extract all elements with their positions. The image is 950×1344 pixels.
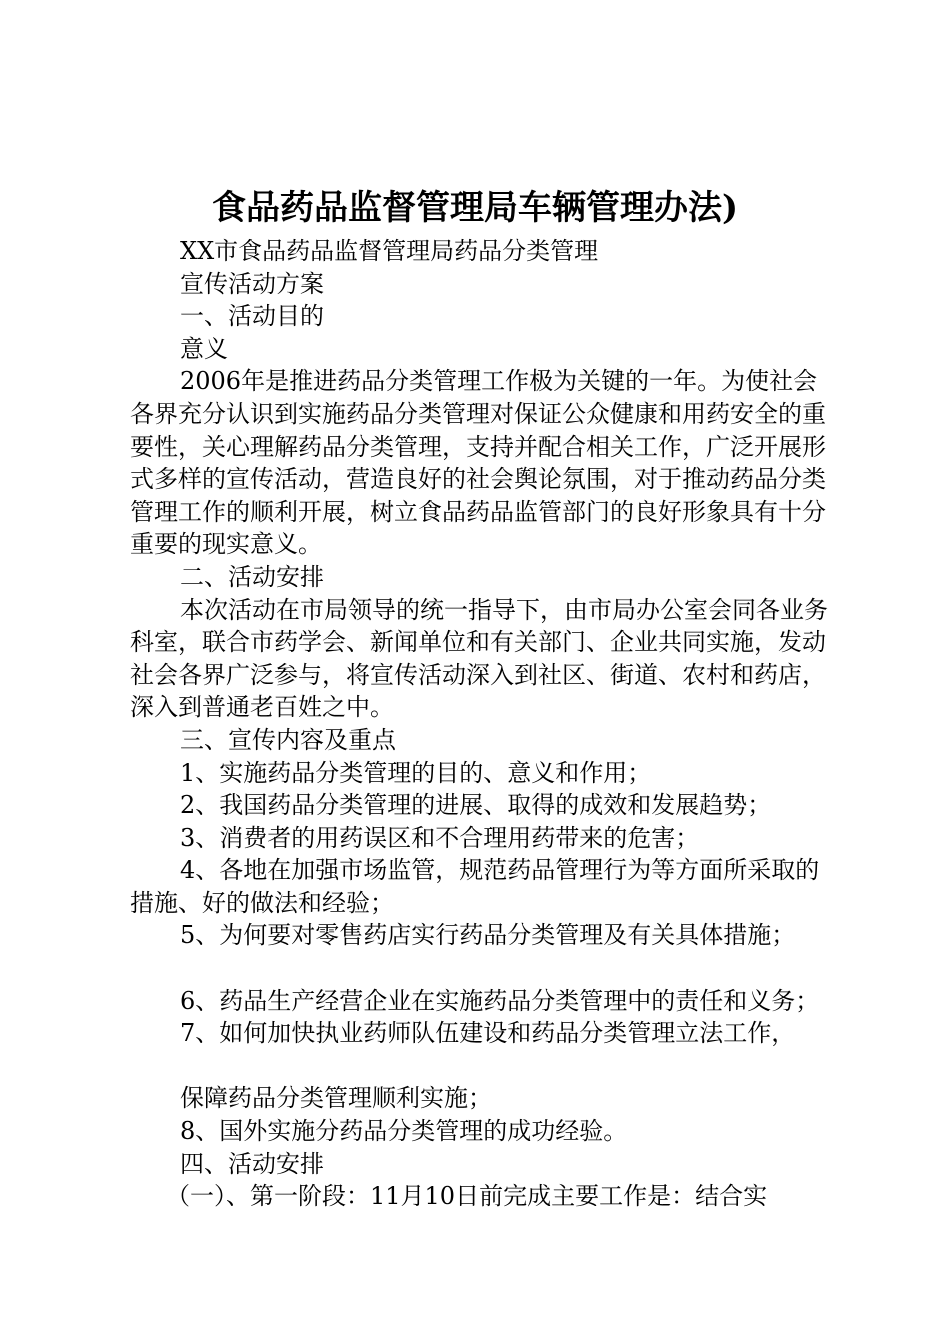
list-item-4: 4、各地在加强市场监管，规范药品管理行为等方面所采取的措施、好的做法和经验； — [130, 856, 820, 917]
body-line-plan-title: 宣传活动方案 — [180, 269, 324, 298]
paragraph-significance: 2006年是推进药品分类管理工作极为关键的一年。为使社会各界充分认识到实施药品分类管理对保证公众健康和用药安全的重要性，关心理解药品分类管理，支持并配合相关工作，广泛开展形式多样的宣传活动，营造良好的社会舆论氛围，对于推动药品分类管理工作的顺利开展，树立食品药品监管部门的良好形象具有十分重要的现实意义。 — [130, 367, 826, 559]
paragraph-arrangement: 本次活动在市局领导的统一指导下，由市局办公室会同各业务科室，联合市药学会、新闻单位和有关部门、企业共同实施，发动社会各界广泛参与，将宣传活动深入到社区、街道、农村和药店，深入到普通老百姓之中。 — [130, 595, 828, 722]
list-item-7-continued: 保障药品分类管理顺利实施； — [180, 1084, 492, 1113]
list-item-7: 7、如何加快执业药师队伍建设和药品分类管理立法工作， — [180, 1019, 796, 1048]
section-heading-schedule: 四、活动安排 — [180, 1149, 324, 1178]
list-item-6: 6、药品生产经营企业在实施药品分类管理中的责任和义务； — [180, 986, 820, 1015]
list-item-2: 2、我国药品分类管理的进展、取得的成效和发展趋势； — [180, 791, 772, 820]
paragraph-phase-one: （一）、第一阶段：11月10日前完成主要工作是：结合实 — [166, 1182, 768, 1211]
section-subheading-significance: 意义 — [180, 334, 228, 363]
list-item-8: 8、国外实施分药品分类管理的成功经验。 — [180, 1117, 628, 1146]
body-line-subtitle: XX市食品药品监督管理局药品分类管理 — [180, 237, 599, 265]
list-item-1: 1、实施药品分类管理的目的、意义和作用； — [180, 758, 652, 787]
section-heading-arrangement: 二、活动安排 — [180, 562, 324, 591]
blank-line — [130, 1050, 832, 1083]
document-title: 食品药品监督管理局车辆管理办法) — [211, 188, 739, 228]
document-body — [130, 235, 832, 1213]
section-heading-purpose: 一、活动目的 — [180, 302, 324, 331]
list-item-3: 3、消费者的用药误区和不合理用药带来的危害； — [180, 823, 700, 852]
section-heading-content: 三、宣传内容及重点 — [180, 725, 396, 754]
list-item-5: 5、为何要对零售药店实行药品分类管理及有关具体措施； — [180, 921, 796, 950]
blank-line — [130, 952, 832, 985]
